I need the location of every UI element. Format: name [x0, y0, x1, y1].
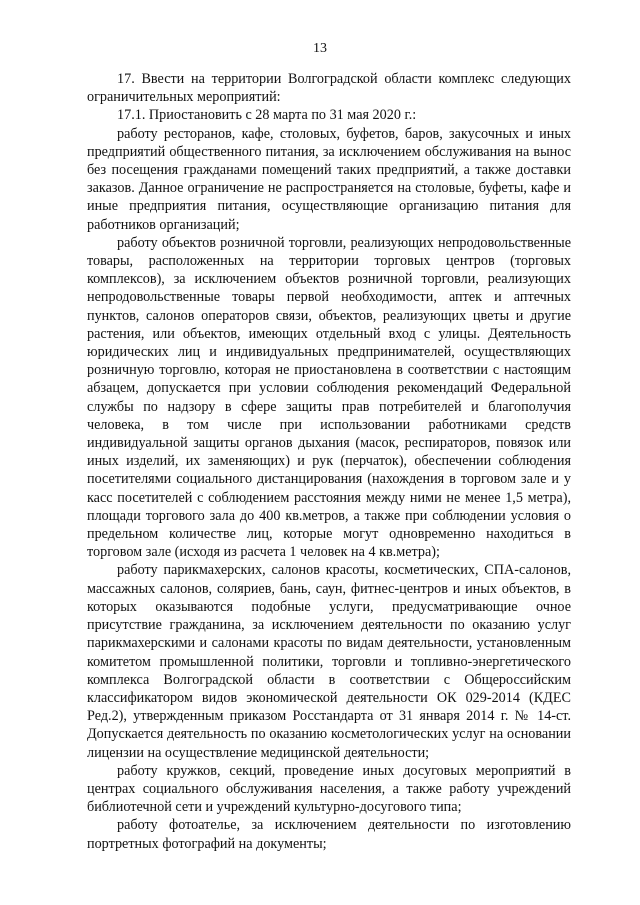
page-number: 13 — [313, 41, 327, 56]
paragraph-photo: работу фотоателье, за исключением деятельности по изготовлению портретных фотографий на документы; — [87, 817, 571, 852]
paragraph-clubs: работу кружков, секций, проведение иных досуговых мероприятий в центрах социального обслуживания населения, а также работу учреждений библиотечной сети и учреждений культурно-досугового типа; — [87, 762, 571, 816]
paragraph-17-1: 17.1. Приостановить с 28 марта по 31 мая 2020 г.: — [117, 107, 417, 124]
paragraph-17: 17. Ввести на территории Волгоградской области комплекс следующих ограничительных мероприятий: — [87, 71, 571, 106]
document-body — [87, 70, 571, 853]
paragraph-salons: работу парикмахерских, салонов красоты, косметических, СПА-салонов, массажных салонов, соляриев, бань, саун, фитнес-центров и иных объектов, в которых оказываются подобные услуги, предусматривающие очное присутствие гражданина, за исключением деятельности по оказанию услуг парикмахерскими и салонами красоты по видам деятельности, установленным комитетом промышленной политики, торговли и топливно-энергетического комплекса Волгоградской области в соответствии с Общероссийским классификатором видов экономической деятельности ОК 029-2014 (КДЕС Ред.2), утвержденным приказом Росстандарта от 31 января 2014 г. № 14-ст. Допускается деятельность по оказанию косметологических услуг на основании лицензии на осуществление медицинской деятельности; — [87, 562, 571, 761]
paragraph-retail: работу объектов розничной торговли, реализующих непродовольственные товары, расположенных на территории торговых центров (торговых комплексов), за исключением объектов розничной торговли, реализующих непродовольственные товары первой необходимости, аптек и аптечных пунктов, салонов операторов связи, объектов, реализующих цветы и другие растения, или объектов, имеющих отдельный вход с улицы. Деятельность юридических лиц и индивидуальных предпринимателей, осуществляющих розничную торговлю, которая не приостановлена в соответствии с настоящим абзацем, допускается при условии соблюдения рекомендаций Федеральной службы по надзору в сфере защиты прав потребителей и благополучия человека, в том числе при использовании работниками средств индивидуальной защиты органов дыхания (масок, респираторов, повязок или иных изделий, их заменяющих) и рук (перчаток), обеспечении соблюдения посетителями социального дистанцирования (нахождения в торговом зале и у касс посетителей с соблюдением расстояния между ними не менее 1,5 метра), площади торгового зала до 400 кв.метров, а также при соблюдении условия о предельном количестве лиц, которые могут одновременно находиться в торговом зале (исходя из расчета 1 человек на 4 кв.метра); — [87, 234, 571, 561]
paragraph-restaurants: работу ресторанов, кафе, столовых, буфетов, баров, закусочных и иных предприятий общественного питания, за исключением обслуживания на вынос без посещения гражданами помещений таких предприятий, а также доставки заказов. Данное ограничение не распространяется на столовые, буфеты, кафе и иные предприятия питания, осуществляющие организацию питания для работников организаций; — [87, 125, 571, 233]
